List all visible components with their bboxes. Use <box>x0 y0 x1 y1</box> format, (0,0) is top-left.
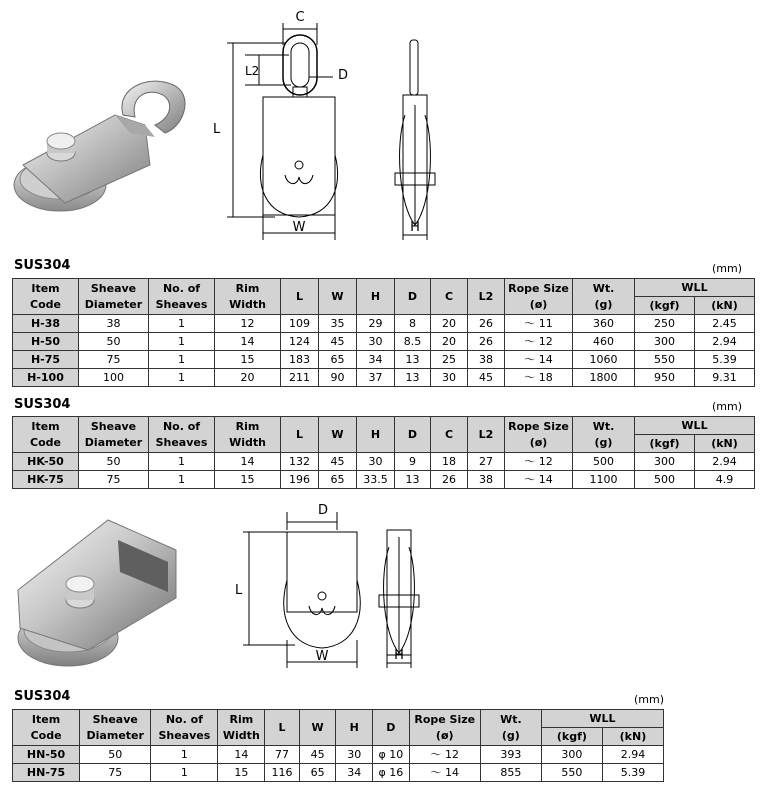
cell-W: 65 <box>299 764 336 782</box>
cell-count: 1 <box>151 764 218 782</box>
cell-code: HK-75 <box>13 471 79 489</box>
cell-rim: 14 <box>215 453 281 471</box>
material-label-1: SUS304 <box>14 258 71 273</box>
cell-rim: 14 <box>218 746 265 764</box>
header-rope-size: Rope Size (ø) <box>505 417 573 453</box>
spec-table-2 <box>12 416 755 489</box>
cell-D: 9 <box>395 453 431 471</box>
header-no-of-sheaves: No. of Sheaves <box>149 279 215 315</box>
cell-kn: 2.94 <box>602 746 663 764</box>
header-sheave-diameter: Sheave Diameter <box>79 417 149 453</box>
cell-D: 13 <box>395 351 431 369</box>
header-wll: WLL <box>541 710 663 728</box>
cell-sheave: 38 <box>79 315 149 333</box>
cell-H: 34 <box>336 764 373 782</box>
header-rope-size: Rope Size (ø) <box>409 710 480 746</box>
header-W: W <box>319 417 357 453</box>
cell-H: 30 <box>336 746 373 764</box>
dim-H-label: H <box>394 648 404 663</box>
cell-code: H-100 <box>13 369 79 387</box>
cell-sheave: 75 <box>79 351 149 369</box>
cell-H: 33.5 <box>357 471 395 489</box>
header-L2: L2 <box>468 417 505 453</box>
cell-rim: 15 <box>215 351 281 369</box>
header-item-code: Item Code <box>13 710 80 746</box>
cell-kgf: 300 <box>635 453 695 471</box>
cell-W: 45 <box>319 453 357 471</box>
cell-W: 65 <box>319 351 357 369</box>
fixed-pulley-photo <box>8 510 188 670</box>
cell-C: 30 <box>431 369 468 387</box>
cell-kn: 5.39 <box>695 351 755 369</box>
cell-sheave: 50 <box>79 333 149 351</box>
cell-D: 8.5 <box>395 333 431 351</box>
spec-table-3 <box>12 709 664 782</box>
cell-kgf: 300 <box>635 333 695 351</box>
cell-wt: 1800 <box>573 369 635 387</box>
cell-kgf: 250 <box>635 315 695 333</box>
cell-L: 183 <box>281 351 319 369</box>
dim-L-label: L <box>235 583 243 598</box>
dim-D-label: D <box>338 68 349 83</box>
fixed-pulley-front-diagram <box>225 500 370 670</box>
cell-kgf: 500 <box>635 471 695 489</box>
unit-label-3: (mm) <box>634 693 665 706</box>
cell-code: HN-50 <box>13 746 80 764</box>
unit-label-1: (mm) <box>712 262 743 275</box>
cell-H: 30 <box>357 333 395 351</box>
cell-rope: ～ 14 <box>505 471 573 489</box>
cell-W: 90 <box>319 369 357 387</box>
fixed-pulley-side-diagram <box>375 525 425 670</box>
header-rope-size: Rope Size (ø) <box>505 279 573 315</box>
header-kgf: (kgf) <box>635 435 695 453</box>
cell-rope: ～ 18 <box>505 369 573 387</box>
cell-kn: 9.31 <box>695 369 755 387</box>
table-row <box>13 764 664 782</box>
swivel-pulley-side-diagram <box>385 35 445 240</box>
header-sheave-diameter: Sheave Diameter <box>79 279 149 315</box>
cell-code: HN-75 <box>13 764 80 782</box>
header-D: D <box>395 279 431 315</box>
header-L: L <box>281 417 319 453</box>
cell-rope: ～ 14 <box>409 764 480 782</box>
cell-W: 35 <box>319 315 357 333</box>
cell-wt: 500 <box>573 453 635 471</box>
cell-rope: ～ 14 <box>505 351 573 369</box>
cell-wt: 1060 <box>573 351 635 369</box>
cell-sheave: 50 <box>79 453 149 471</box>
cell-H: 29 <box>357 315 395 333</box>
cell-L: 109 <box>281 315 319 333</box>
header-D: D <box>373 710 410 746</box>
dim-H-label: H <box>410 220 420 235</box>
cell-L2: 27 <box>468 453 505 471</box>
cell-C: 20 <box>431 333 468 351</box>
cell-sheave: 75 <box>80 764 151 782</box>
cell-kn: 2.94 <box>695 333 755 351</box>
cell-L2: 38 <box>468 351 505 369</box>
cell-D: 13 <box>395 369 431 387</box>
cell-L: 124 <box>281 333 319 351</box>
cell-wt: 460 <box>573 333 635 351</box>
cell-code: HK-50 <box>13 453 79 471</box>
dim-W-label: W <box>292 220 306 235</box>
cell-count: 1 <box>149 453 215 471</box>
cell-code: H-38 <box>13 315 79 333</box>
cell-wt: 393 <box>480 746 541 764</box>
cell-D: 8 <box>395 315 431 333</box>
cell-W: 65 <box>319 471 357 489</box>
cell-count: 1 <box>149 471 215 489</box>
cell-W: 45 <box>299 746 336 764</box>
header-C: C <box>431 279 468 315</box>
cell-C: 18 <box>431 453 468 471</box>
header-H: H <box>357 417 395 453</box>
cell-L2: 26 <box>468 333 505 351</box>
cell-H: 34 <box>357 351 395 369</box>
table-row <box>13 369 755 387</box>
header-D: D <box>395 417 431 453</box>
header-kgf: (kgf) <box>635 297 695 315</box>
header-weight: Wt. (g) <box>573 279 635 315</box>
cell-code: H-75 <box>13 351 79 369</box>
cell-rim: 12 <box>215 315 281 333</box>
cell-rope: ～ 12 <box>505 453 573 471</box>
header-W: W <box>299 710 336 746</box>
cell-rim: 20 <box>215 369 281 387</box>
dim-C-label: C <box>295 10 305 25</box>
cell-L: 196 <box>281 471 319 489</box>
spec-table-1 <box>12 278 755 387</box>
cell-kn: 2.45 <box>695 315 755 333</box>
header-kn: (kN) <box>695 297 755 315</box>
header-weight: Wt. (g) <box>480 710 541 746</box>
cell-rim: 15 <box>215 471 281 489</box>
table-row <box>13 315 755 333</box>
header-W: W <box>319 279 357 315</box>
table-row <box>13 746 664 764</box>
header-L: L <box>265 710 300 746</box>
header-item-code: Item Code <box>13 279 79 315</box>
header-L: L <box>281 279 319 315</box>
cell-L2: 45 <box>468 369 505 387</box>
cell-count: 1 <box>149 315 215 333</box>
header-rim-width: Rim Width <box>218 710 265 746</box>
material-label-3: SUS304 <box>14 689 71 704</box>
swivel-pulley-front-diagram <box>205 5 355 240</box>
cell-code: H-50 <box>13 333 79 351</box>
dim-D-label: D <box>317 503 329 518</box>
cell-C: 25 <box>431 351 468 369</box>
cell-L: 211 <box>281 369 319 387</box>
cell-D: 13 <box>395 471 431 489</box>
cell-sheave: 100 <box>79 369 149 387</box>
cell-wt: 360 <box>573 315 635 333</box>
cell-count: 1 <box>149 333 215 351</box>
cell-L2: 38 <box>468 471 505 489</box>
cell-kn: 4.9 <box>695 471 755 489</box>
cell-wt: 855 <box>480 764 541 782</box>
cell-C: 26 <box>431 471 468 489</box>
cell-count: 1 <box>149 369 215 387</box>
cell-H: 37 <box>357 369 395 387</box>
material-label-2: SUS304 <box>14 397 71 412</box>
unit-label-2: (mm) <box>712 400 743 413</box>
cell-sheave: 50 <box>80 746 151 764</box>
header-sheave-diameter: Sheave Diameter <box>80 710 151 746</box>
table-row <box>13 471 755 489</box>
header-L2: L2 <box>468 279 505 315</box>
cell-C: 20 <box>431 315 468 333</box>
header-weight: Wt. (g) <box>573 417 635 453</box>
header-kn: (kN) <box>695 435 755 453</box>
cell-D: φ 10 <box>373 746 410 764</box>
cell-sheave: 75 <box>79 471 149 489</box>
header-H: H <box>336 710 373 746</box>
cell-rim: 14 <box>215 333 281 351</box>
cell-L: 77 <box>265 746 300 764</box>
cell-kgf: 550 <box>635 351 695 369</box>
table-row <box>13 351 755 369</box>
header-wll: WLL <box>635 279 755 297</box>
header-item-code: Item Code <box>13 417 79 453</box>
cell-rim: 15 <box>218 764 265 782</box>
header-no-of-sheaves: No. of Sheaves <box>151 710 218 746</box>
cell-W: 45 <box>319 333 357 351</box>
cell-kn: 5.39 <box>602 764 663 782</box>
header-kgf: (kgf) <box>541 728 602 746</box>
dim-L-label: L <box>213 122 221 137</box>
cell-H: 30 <box>357 453 395 471</box>
cell-rope: ～ 11 <box>505 315 573 333</box>
cell-L2: 26 <box>468 315 505 333</box>
cell-count: 1 <box>151 746 218 764</box>
cell-kgf: 300 <box>541 746 602 764</box>
cell-kn: 2.94 <box>695 453 755 471</box>
header-kn: (kN) <box>602 728 663 746</box>
cell-L: 116 <box>265 764 300 782</box>
cell-rope: ～ 12 <box>409 746 480 764</box>
cell-D: φ 16 <box>373 764 410 782</box>
swivel-pulley-photo <box>5 75 190 215</box>
cell-rope: ～ 12 <box>505 333 573 351</box>
header-rim-width: Rim Width <box>215 279 281 315</box>
cell-kgf: 550 <box>541 764 602 782</box>
header-wll: WLL <box>635 417 755 435</box>
dim-W-label: W <box>315 649 329 664</box>
header-no-of-sheaves: No. of Sheaves <box>149 417 215 453</box>
header-rim-width: Rim Width <box>215 417 281 453</box>
header-C: C <box>431 417 468 453</box>
cell-wt: 1100 <box>573 471 635 489</box>
dim-L2-label: L2 <box>245 64 260 78</box>
cell-kgf: 950 <box>635 369 695 387</box>
table-row <box>13 453 755 471</box>
header-H: H <box>357 279 395 315</box>
cell-L: 132 <box>281 453 319 471</box>
table-row <box>13 333 755 351</box>
cell-count: 1 <box>149 351 215 369</box>
